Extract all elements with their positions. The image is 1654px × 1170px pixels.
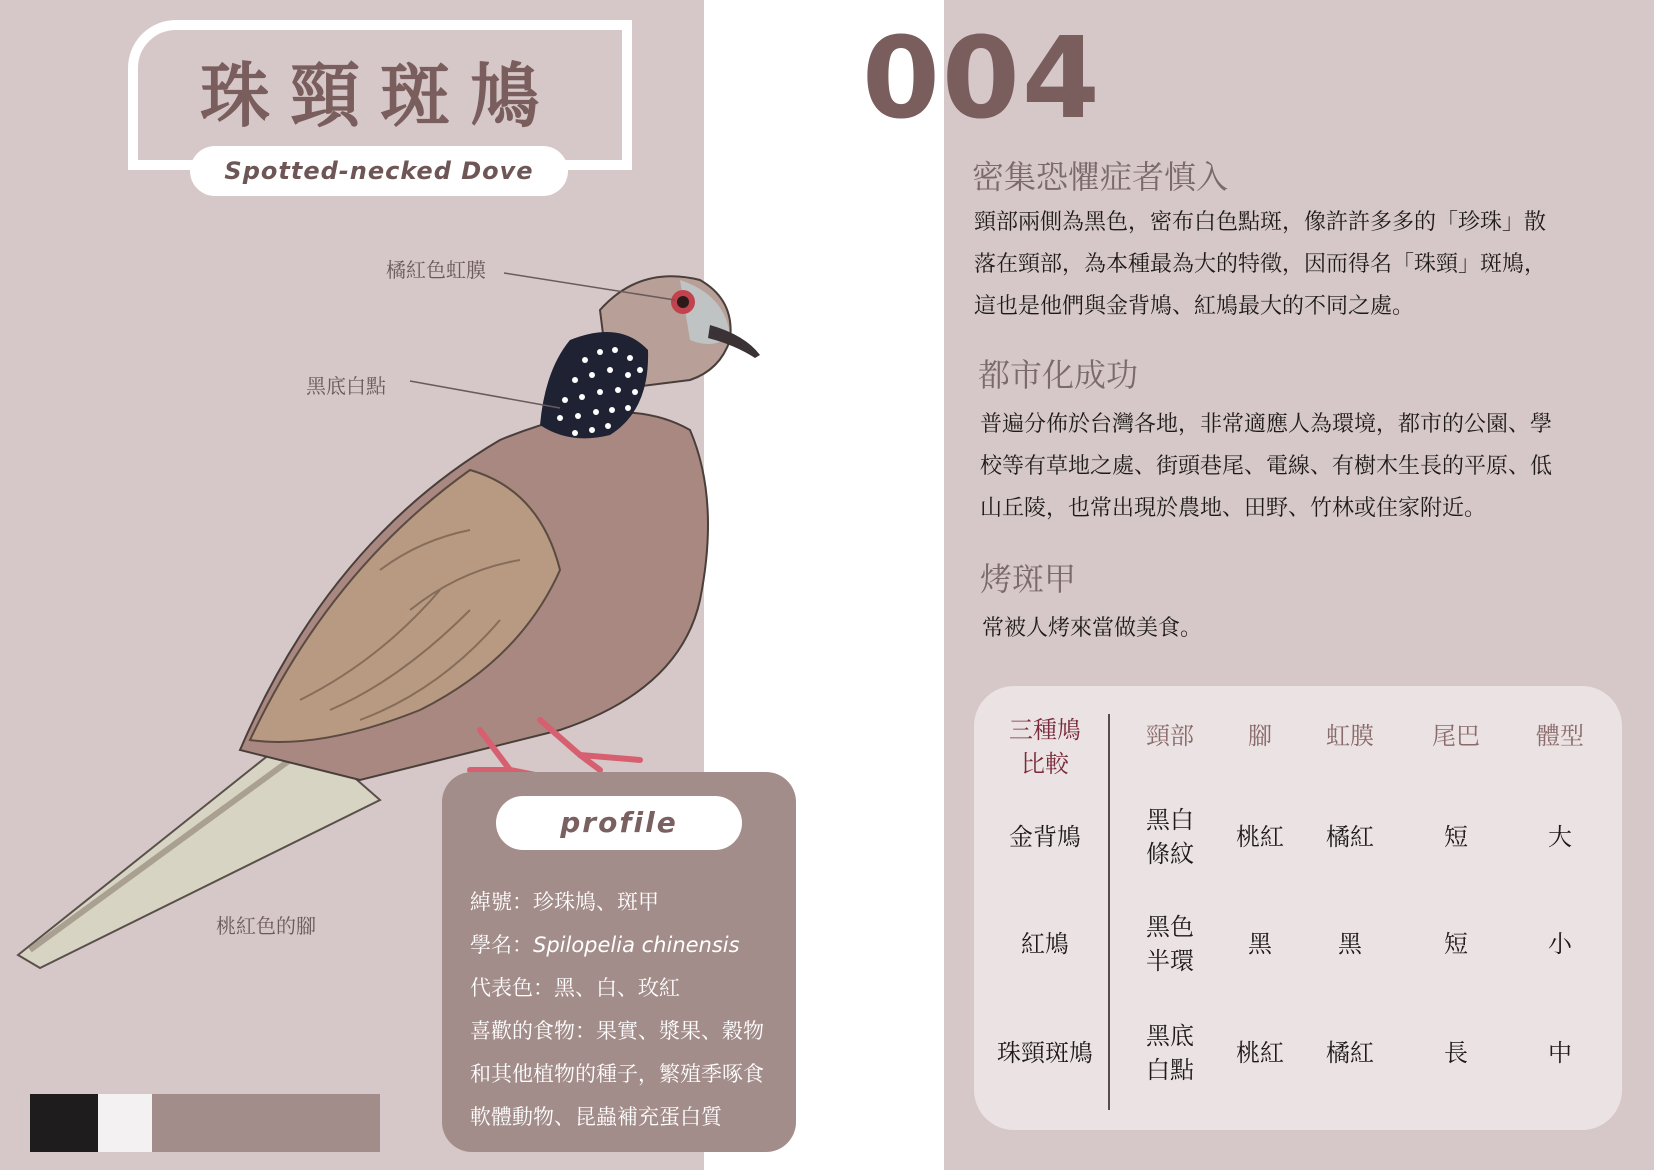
profile-scientific-name [470,929,740,959]
section-heading-3: 烤斑甲 [980,560,1077,598]
profile-nickname: 綽號：珍珠鳩、斑甲 [470,890,659,914]
section-heading-2: 都市化成功 [978,356,1139,394]
neck-annotation: 黑底白點 [306,374,386,398]
header-size: 體型 [1536,722,1584,750]
profile-food-3: 軟體動物、昆蟲補充蛋白質 [470,1105,722,1129]
neck-line: 黑底 [1146,1022,1194,1050]
text-line: 山丘陵，也常出現於農地、田野、竹林或住家附近。 [980,496,1487,521]
page-number: 004 [862,14,1102,144]
section-text-1 [974,202,1634,328]
section-text-2 [980,404,1640,530]
text-line: 常被人烤來當做美食。 [982,616,1203,641]
row-2-neck [1138,910,1202,978]
row-1-feet: 桃紅 [1236,823,1284,851]
neck-line: 黑色 [1146,913,1194,941]
header-neck: 頸部 [1146,722,1194,750]
row-2-iris: 黑 [1338,930,1362,958]
row-1-tail: 短 [1444,823,1468,851]
row-1-size: 大 [1548,823,1572,851]
table-divider [1108,714,1110,1110]
row-3-tail: 長 [1444,1039,1468,1067]
swatch-rose [152,1094,380,1152]
profile-header: profile [496,796,742,850]
text-line: 這也是他們與金背鳩、紅鳩最大的不同之處。 [974,294,1415,319]
table-corner [990,713,1100,781]
header-iris: 虹膜 [1326,722,1374,750]
row-3-neck [1138,1019,1202,1087]
row-2-name: 紅鳩 [1021,930,1069,958]
row-3-feet: 桃紅 [1236,1039,1284,1067]
page-title: 珠頸斑鳩 [200,55,560,137]
feet-annotation: 桃紅色的腳 [216,914,316,938]
corner-line-1: 三種鳩 [1009,716,1081,744]
text-line: 頸部兩側為黑色，密布白色點斑，像許許多多的「珍珠」散 [974,210,1547,235]
neck-line: 白點 [1146,1056,1194,1084]
row-2-size: 小 [1548,930,1572,958]
profile-food-1: 喜歡的食物：果實、漿果、穀物 [470,1019,764,1043]
header-tail: 尾巴 [1432,722,1480,750]
sci-label: 學名： [470,933,533,957]
text-line: 普遍分佈於台灣各地，非常適應人為環境，都市的公園、學 [980,412,1553,437]
header-feet: 腳 [1248,722,1272,750]
section-heading-1: 密集恐懼症者慎入 [972,158,1229,196]
row-2-tail: 短 [1444,930,1468,958]
profile-colors: 代表色：黑、白、玫紅 [470,976,680,1000]
row-3-iris: 橘紅 [1326,1039,1374,1067]
sci-name: Spilopelia chinensis [533,933,740,957]
swatch-white [98,1094,152,1152]
neck-line: 半環 [1146,947,1194,975]
row-3-name: 珠頸斑鳩 [997,1039,1093,1067]
neck-line: 黑白 [1146,806,1194,834]
section-text-3 [982,608,1642,650]
row-3-size: 中 [1548,1039,1572,1067]
swatch-black [30,1094,98,1152]
text-line: 落在頸部，為本種最為大的特徵，因而得名「珠頸」斑鳩， [974,252,1547,277]
row-1-name: 金背鳩 [1009,823,1081,851]
corner-line-2: 比較 [1021,750,1069,778]
row-2-feet: 黑 [1248,930,1272,958]
iris-annotation: 橘紅色虹膜 [386,258,486,282]
row-1-iris: 橘紅 [1326,823,1374,851]
row-1-neck [1138,803,1202,871]
text-line: 校等有草地之處、街頭巷尾、電線、有樹木生長的平原、低 [980,454,1553,479]
neck-line: 條紋 [1146,840,1194,868]
english-name-pill: Spotted-necked Dove [190,146,568,196]
profile-food-2: 和其他植物的種子，繁殖季啄食 [470,1062,764,1086]
